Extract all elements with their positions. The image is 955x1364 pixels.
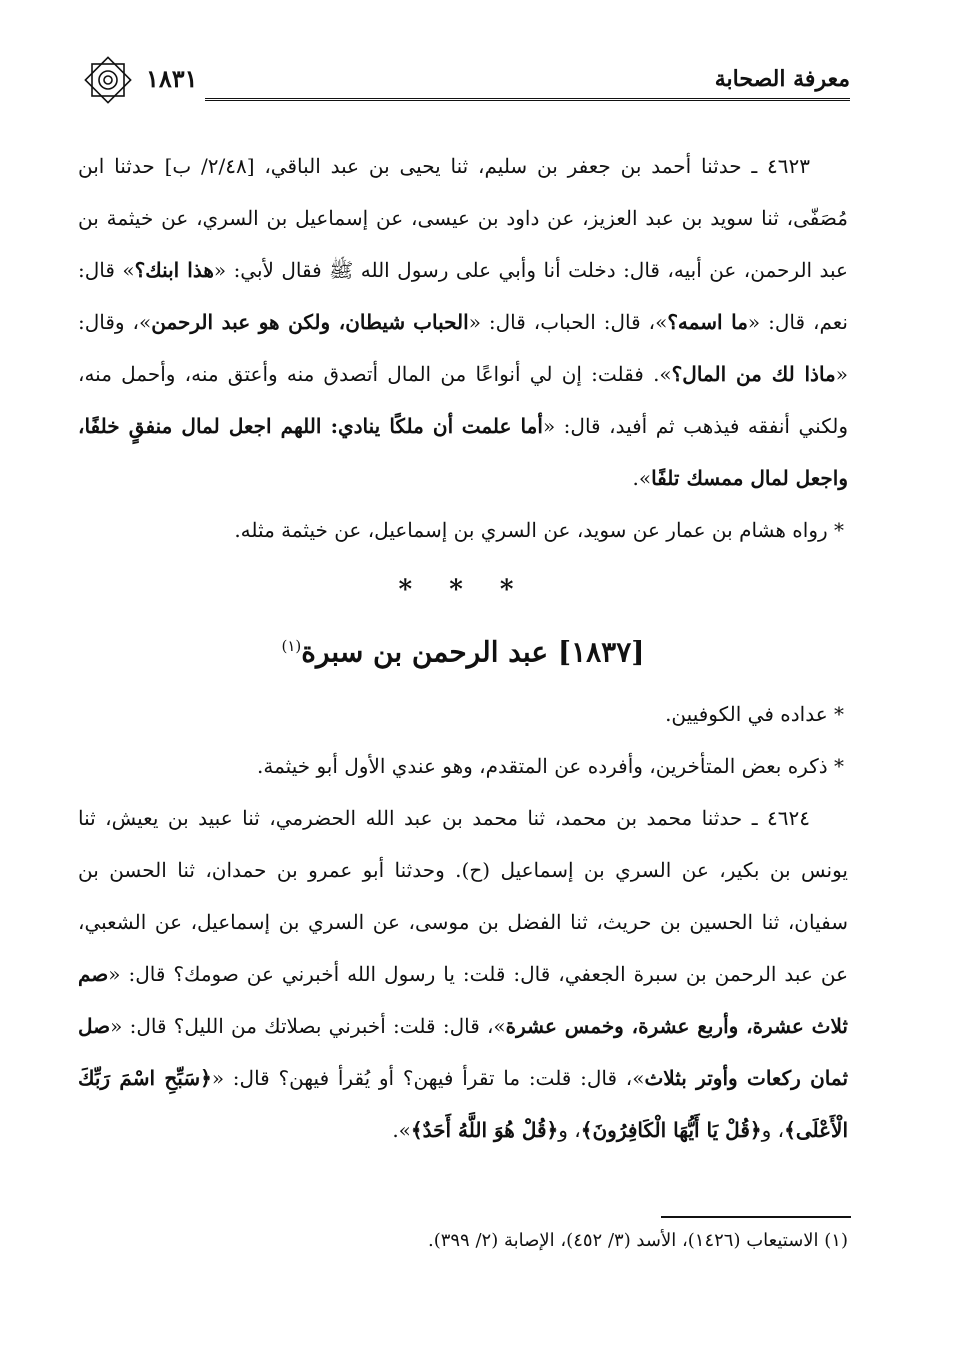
page-body [78,140,848,1156]
running-title: معرفة الصحابة [714,66,850,92]
text-line: » قال: نعم، قال: « [78,258,848,334]
text-line: المال أتصدق منه وأعتق منه، وأحمل منه، ولكني أنفقه فيذهب ثم أفيد، قال: « [78,362,849,438]
section-note: * عداده في الكوفيين. [665,702,844,727]
text-line: »، قال: الحباب، قال: « [468,310,668,334]
hadith-quote: هذا ابنك؟ [134,258,214,282]
text-line: ٤٦٢٤ ـ حدثنا محمد بن محمد، ثنا محمد بن عبد الله الحضرمي، ثنا عبيد بن [167,806,810,831]
narration-note: * رواه هشام بن عمار عن سويد، عن السري بن إسماعيل، عن خيثمة مثله. [234,518,844,542]
text-line: الحسن بن سفيان، ثنا الحسين بن حريث، ثنا الفضل بن موسى، عن السري بن [78,858,848,935]
text-line: حدثنا ابن مُصَفّى، ثنا سويد بن عبد العزيز، عن داود بن عيسى، عن إسماعيل بن [78,154,848,230]
text-line: »، قال: [442,1014,506,1039]
hadith-quote: ماذا لك من المال؟ [671,362,836,386]
hadith-quote: صل ثمان ركعات وأوتر بثلاث [78,1014,849,1091]
text-line: ، [574,1118,581,1143]
text-line: ». فقلت: إن لي أنواعًا من [440,362,672,386]
text-line: إسماعيل، عن الشعبي، عن عبد الرحمن بن سبرة الجعفي، قال: قلت: يا رسول الله [78,910,849,987]
section-title [78,618,848,680]
text-line: يعيش، ثنا يونس بن بكير، عن السري بن إسماعيل (ح). وحدثنا أبو عمرو بن حمدان، ثنا [78,806,848,883]
hadith-quote: أن ملكًا ينادي: اللهم اجعل لمال منفقٍ خلفًا، واجعل لمال ممسك تلفًا [78,414,848,490]
hadith-quote: صم ثلاث عشرة، وأربع عشرة، وخمس عشرة [78,962,848,1039]
text-line: فقال لأبي: « [213,258,322,282]
hadith-quote: الحباب [413,310,469,334]
page-number: ١٨٣١ [146,64,198,93]
section-note: * ذكره بعض المتأخرين، وأفرده عن المتقدم، وهو عندي الأول أبو خيثمة. [257,754,844,779]
quran-quote: ﴿سَبِّحِ اسْمَ رَبِّكَ الْأَعْلَى﴾ [78,1066,848,1143]
hadith-4624 [78,792,848,1156]
text-line: ، و [761,1118,785,1143]
text-line: و [558,1118,568,1143]
page-header [80,62,850,104]
text-line: »، وقال: « [78,310,849,386]
hadith-quote: شيطان، ولكن هو عبد الرحمن [151,310,406,334]
section-title-text: [١٨٣٧] عبد الرحمن بن سبرة [301,635,645,669]
footnote: (١) الاستيعاب (١٤٢٦)، الأسد (٣/ ٤٥٢)، الإصابة (٢/ ٣٩٩). [427,1230,848,1251]
hadith-4623 [78,140,848,504]
quran-quote: ﴿قُلْ هُوَ اللَّهُ أَحَدٌ﴾ [410,1118,559,1143]
text-line: أخبرني عن صومك؟ قال: « [108,962,340,987]
hadith-quote: أما علمت [461,414,543,438]
footnote-rule [661,1216,851,1218]
text-line: »، قال: قلت: [528,1066,645,1091]
text-line: ما تقرأ فيهن؟ أو يُقرأ فيهن؟ قال: « [211,1066,521,1091]
text-line: ٤٦٢٣ ـ حدثنا أحمد بن جعفر بن سليم، ثنا يحيى بن عبد الباقي، [٢/٤٨/ ب] [164,154,811,178]
footnote-ref[interactable]: (١) [281,637,302,655]
hadith-quote: ما اسمه؟ [667,310,748,334]
asterisk-divider: * * * [398,575,528,605]
header-rule [205,98,850,101]
text-line: ». [392,1118,411,1143]
star-ornament-icon [80,52,136,108]
text-line: ». [632,466,652,490]
quran-quote: ﴿قُلْ يَا أَيُّهَا الْكَافِرُونَ﴾ [580,1118,762,1143]
text-line: السري، عن خيثمة بن عبد الرحمن، عن أبيه، قال: دخلت أنا وأبي على رسول الله ﷺ [78,206,848,282]
text-line: قلت: أخبرني بصلاتك من الليل؟ قال: « [110,1014,436,1039]
